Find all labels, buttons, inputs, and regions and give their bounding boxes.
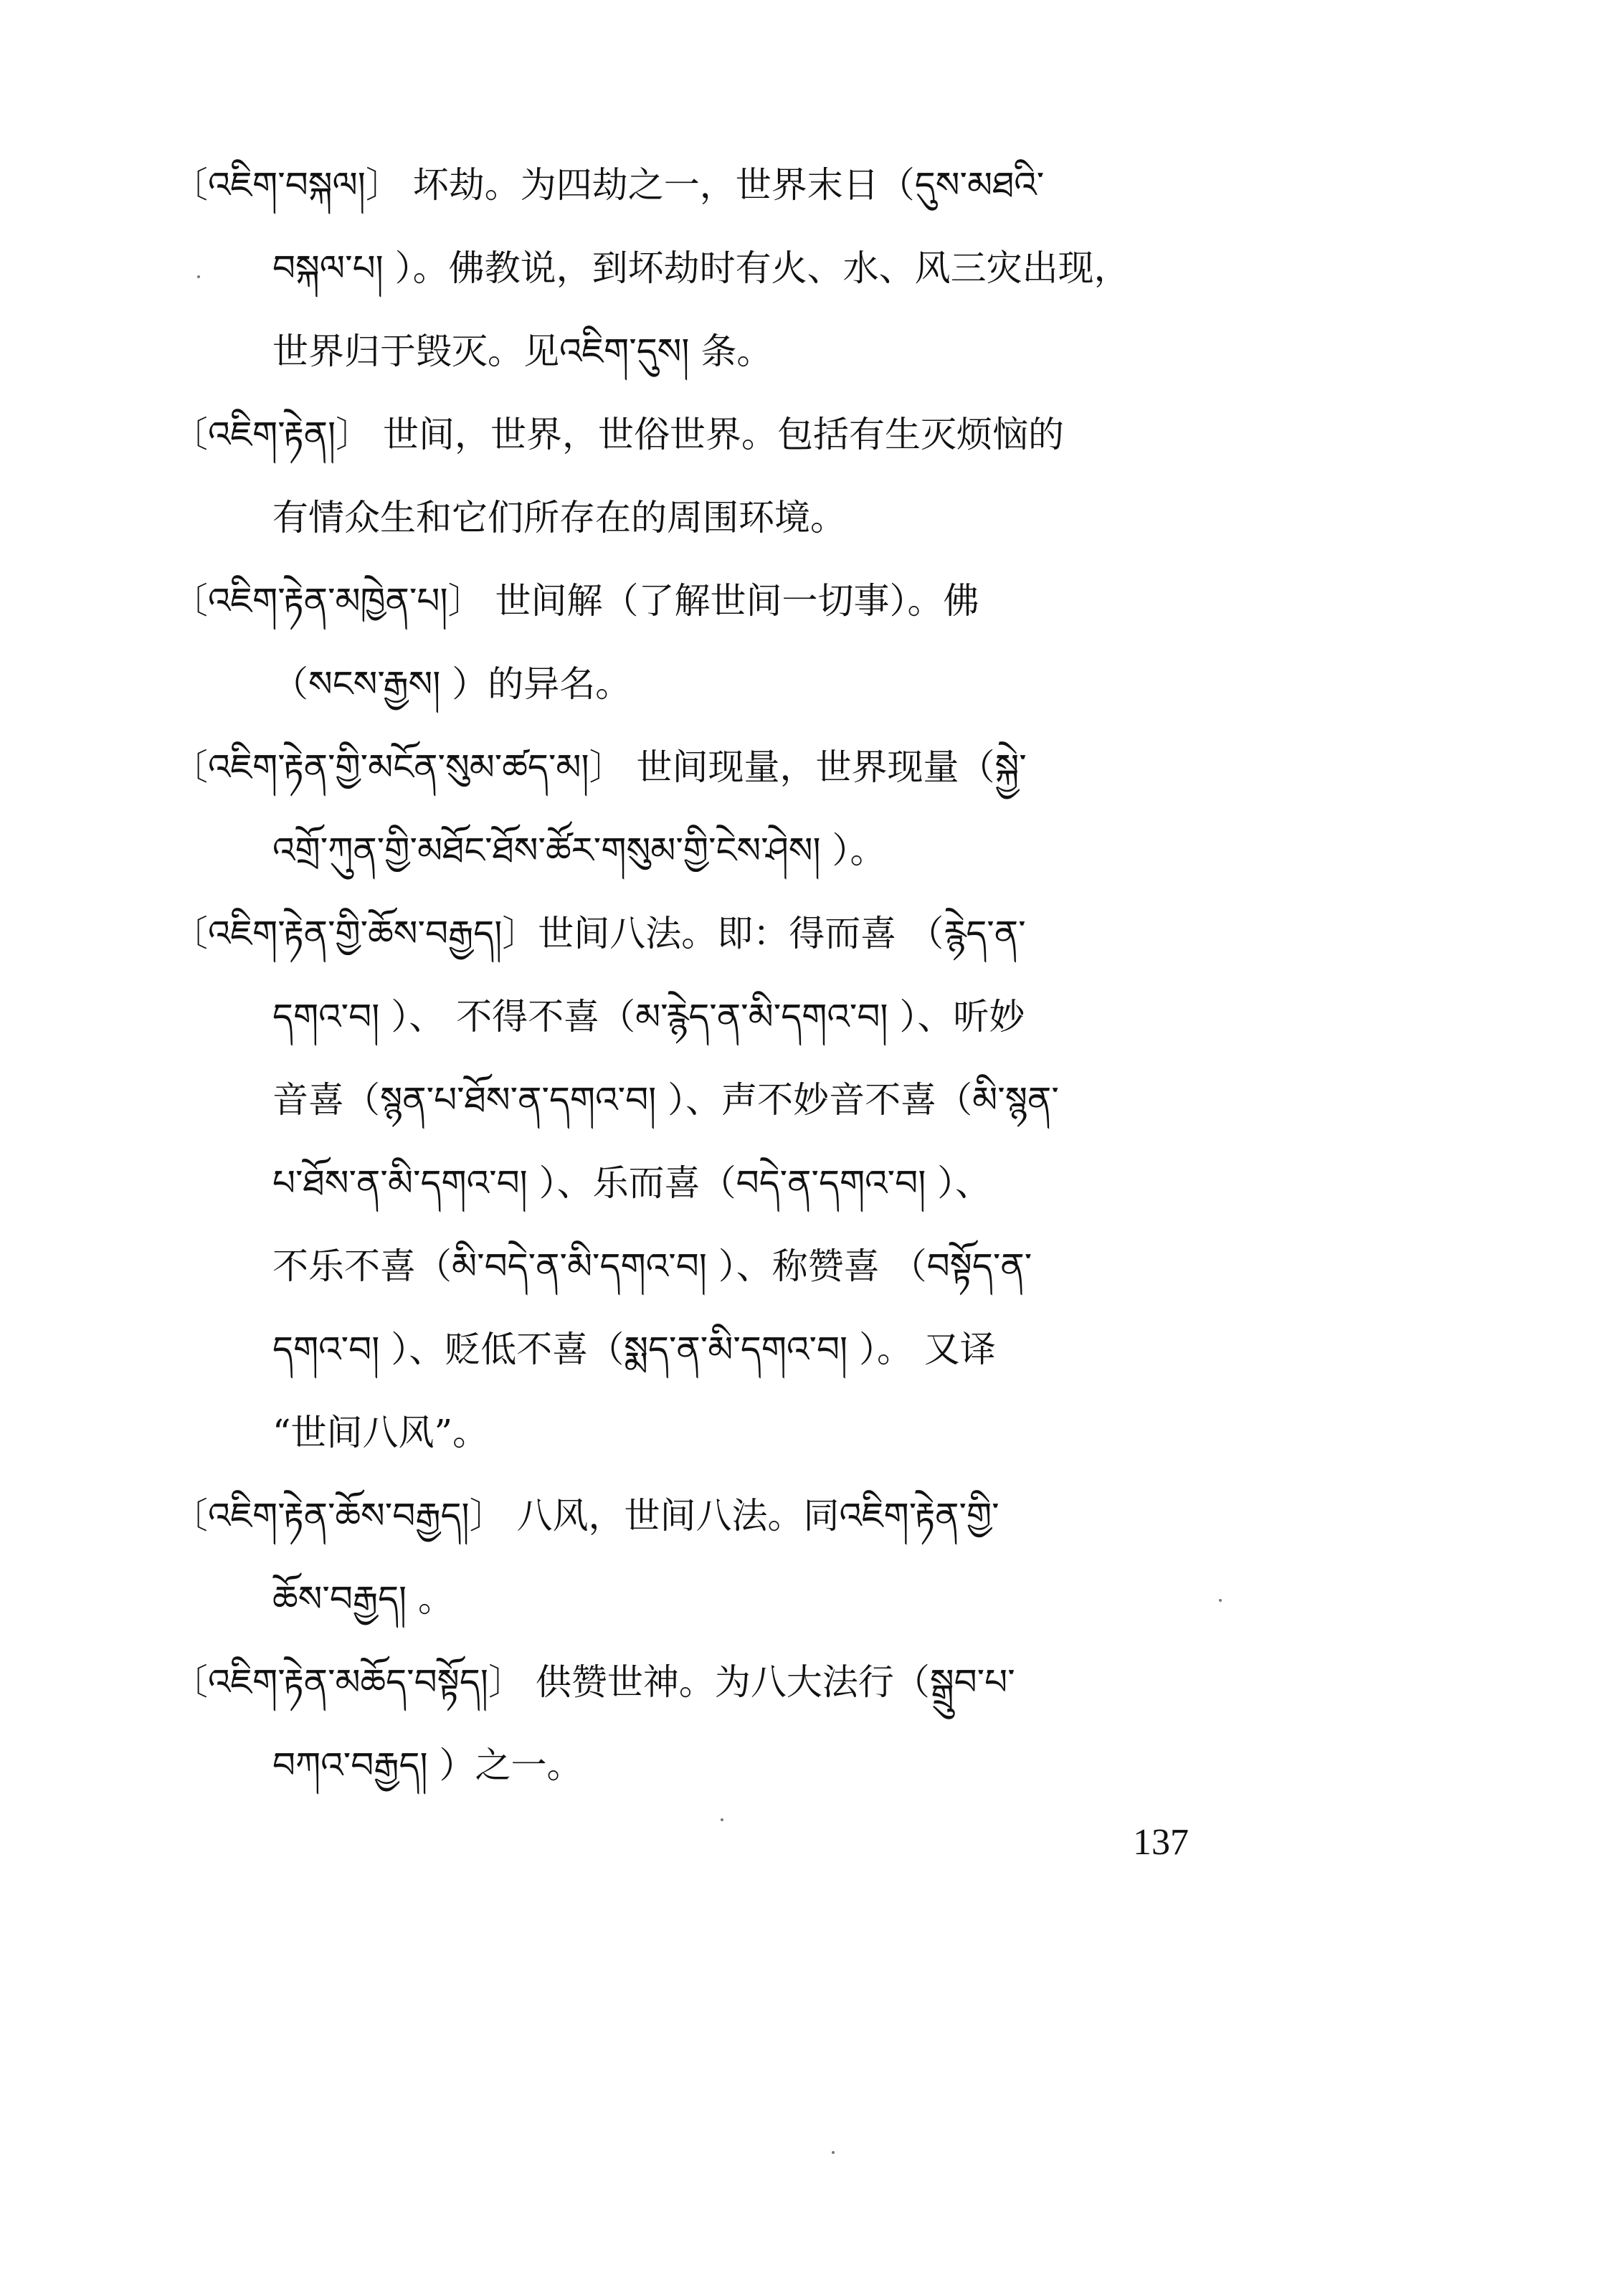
entry-6: [172, 1474, 1262, 1641]
scan-speck: [721, 1818, 723, 1821]
scan-speck: [1219, 1599, 1222, 1602]
entry-line: དགའ་བ། ）、 不得不喜（མ་རྙེད་ན་མི་དགའ་བ། ）、听妙: [272, 996, 1025, 1038]
entry-line: 音喜（སྙན་པ་ཐོས་ན་དགའ་བ། ）、声不妙音不喜（མི་སྙན་: [272, 1079, 1059, 1121]
entry-line: ཆོས་བརྒྱད། 。: [272, 1578, 455, 1620]
entry-line: 〔འཇིག་རྟེན་མཆོད་བསྟོད།〕 供赞世神。为八大法行（སྒྲུབ་པ་: [172, 1661, 1015, 1703]
entry-1: [172, 143, 1262, 393]
entry-line: བསྐལ་པ། ）。佛教说，到坏劫时有火、水、风三灾出现，: [272, 247, 1130, 289]
entry-line: “世间八风”。: [272, 1412, 489, 1453]
dictionary-page: [172, 143, 1262, 1807]
entry-2: [172, 393, 1262, 559]
entry-line: （སངས་རྒྱས། ）的异名。: [272, 663, 632, 705]
scan-speck: [197, 275, 200, 278]
entry-line: 〔འཇིག་རྟེན།〕 世间，世界，世俗世界。包括有生灭烦恼的: [172, 414, 1064, 455]
entry-line: པ་ཐོས་ན་མི་དགའ་བ། ）、乐而喜（བདེ་ན་དགའ་བ། ）、: [272, 1162, 992, 1204]
entry-line: འགྲོ་ཀུན་གྱི་མཐོང་ཐོས་ཚོར་གསུམ་གྱི་ངེས་ཤེས། ）。: [272, 830, 886, 871]
entry-3: [172, 559, 1262, 726]
entry-line: བཀའ་བརྒྱད། ）之一。: [272, 1744, 583, 1786]
entry-5: [172, 892, 1262, 1474]
entry-line: 〔འཇིག་རྟེན་གྱི་ཆོས་བརྒྱད།〕世间八法。即：得而喜 （རྙེད་ན་: [172, 913, 1026, 954]
entry-4: [172, 726, 1262, 892]
entry-line: 〔འཇིག་བསྐལ།〕 坏劫。为四劫之一，世界末日（དུས་མཐའི་: [172, 164, 1045, 206]
entry-line: 世界归于毁灭。见འཇིག་དུས། 条。: [272, 331, 773, 372]
entry-7: [172, 1641, 1262, 1807]
entry-line: 〔འཇིག་རྟེན་མཁྱེན་པ།〕 世间解（了解世间一切事）。佛: [172, 580, 979, 622]
page-number: 137: [1133, 1822, 1189, 1863]
entry-line: 〔འཇིག་རྟེན་གྱི་མངོན་སུམ་ཚད་མ།〕 世间现量，世界现量（སྐྱེ་: [172, 746, 1027, 788]
entry-line: 有情众生和它们所存在的周围环境。: [272, 497, 846, 538]
entry-line: དགའ་བ། ）、贬低不喜（སྨད་ན་མི་དགའ་བ། ）。 又译: [272, 1329, 996, 1370]
scan-speck: [832, 2151, 835, 2154]
entry-line: 〔འཇིག་རྟེན་ཆོས་བརྒྱད།〕 八风，世间八法。同འཇིག་རྟེན་གྱི་: [172, 1495, 999, 1537]
entry-line: 不乐不喜（མི་བདེ་ན་མི་དགའ་བ། ）、称赞喜 （བསྟོད་ན་: [272, 1245, 1032, 1287]
